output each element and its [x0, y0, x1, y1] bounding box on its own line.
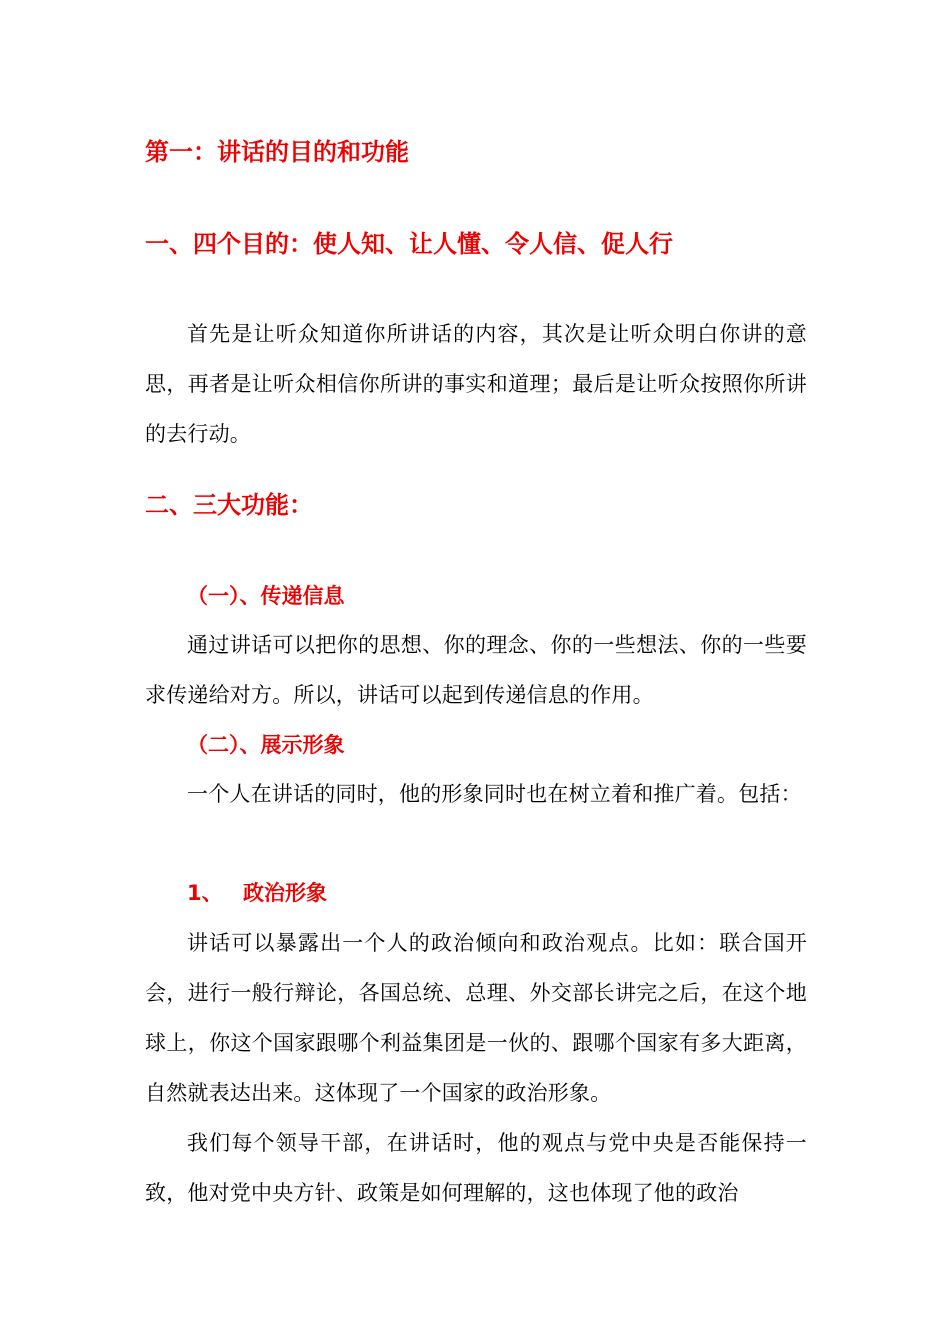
section1-heading: 一、四个目的：使人知、让人懂、令人信、促人行	[145, 230, 673, 258]
item1-paragraph-1: 讲话可以暴露出一个人的政治倾向和政治观点。比如：联合国开会，进行一般行辩论，各国总统、总理、外交部长讲完之后，在这个地球上，你这个国家跟哪个利益集团是一伙的、跟哪个国家有多大距离，自然就表达出来。这体现了一个国家的政治形象。	[145, 931, 807, 1105]
item1-paragraph-2: 我们每个领导干部，在讲话时，他的观点与党中央是否能保持一致，他对党中央方针、政策是如何理解的，这也体现了他的政治	[145, 1131, 807, 1205]
subsection1-heading: （一）、传递信息	[187, 584, 345, 608]
item1-heading: 政治形象	[243, 881, 327, 905]
subsection2-heading: （二）、展示形象	[187, 733, 345, 757]
section1-paragraph: 首先是让听众知道你所讲话的内容，其次是让听众明白你讲的意思，再者是让听众相信你所讲的事实和道理；最后是让听众按照你所讲的去行动。	[145, 322, 807, 446]
subsection1-paragraph: 通过讲话可以把你的思想、你的理念、你的一些想法、你的一些要求传递给对方。所以，讲话可以起到传递信息的作用。	[145, 633, 807, 707]
document-title: 第一：讲话的目的和功能	[145, 138, 409, 166]
subsection2-paragraph: 一个人在讲话的同时，他的形象同时也在树立着和推广着。包括：	[187, 782, 802, 806]
section2-heading: 二、三大功能：	[145, 491, 313, 519]
item1-number: 1、	[187, 881, 223, 905]
item1-heading-row	[145, 879, 849, 907]
